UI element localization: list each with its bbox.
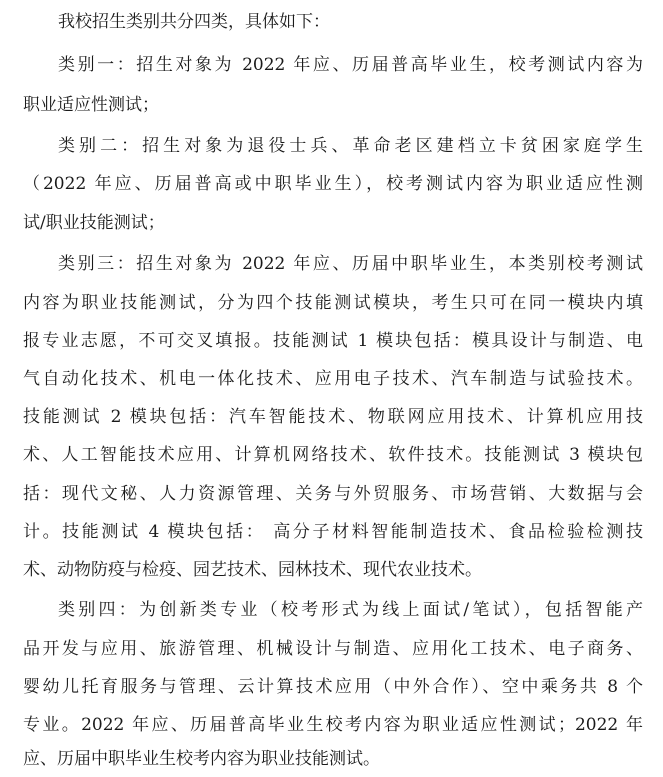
text-line: 术、动物防疫与检疫、园艺技术、园林技术、现代农业技术。 [23,560,482,580]
text-line: 类别二：招生对象为退役士兵、革命老区建档立卡贫困家庭学生 [58,136,643,156]
text-line: 术、人工智能技术应用、计算机网络技术、软件技术。技能测试 3 模块包 [23,445,643,465]
text-line: 应、历届中职毕业生校考内容为职业技能测试。 [23,749,380,769]
text-line: 报专业志愿，不可交叉填报。技能测试 1 模块包括：模具设计与制造、电 [23,331,643,351]
text-line: 括：现代文秘、人力资源管理、关务与外贸服务、市场营销、大数据与会 [23,484,643,504]
text-line: （2022 年应、历届普高或中职毕业生），校考测试内容为职业适应性测 [23,174,643,194]
text-line: 计。技能测试 4 模块包括： 高分子材料智能制造技术、食品检验检测技 [23,522,643,542]
text-line: 类别四：为创新类专业（校考形式为线上面试/笔试），包括智能产 [58,600,643,620]
text-line: 我校招生类别共分四类，具体如下： [58,12,330,32]
text-line: 内容为职业技能测试，分为四个技能测试模块，考生只可在同一模块内填 [23,293,643,313]
text-line: 专业。2022 年应、历届普高毕业生校考内容为职业适应性测试；2022 年 [23,715,643,735]
text-line: 技能测试 2 模块包括：汽车智能技术、物联网应用技术、计算机应用技 [23,407,643,427]
text-line: 类别三：招生对象为 2022 年应、历届中职毕业生，本类别校考测试 [58,254,643,274]
text-line: 品开发与应用、旅游管理、机械设计与制造、应用化工技术、电子商务、 [23,639,643,659]
text-line: 气自动化技术、机电一体化技术、应用电子技术、汽车制造与试验技术。 [23,369,643,389]
text-line: 婴幼儿托育服务与管理、云计算技术应用（中外合作）、空中乘务共 8 个 [23,677,643,697]
text-line: 职业适应性测试； [23,95,159,115]
text-line: 试/职业技能测试； [23,213,165,233]
text-line: 类别一：招生对象为 2022 年应、历届普高毕业生，校考测试内容为 [58,55,643,75]
